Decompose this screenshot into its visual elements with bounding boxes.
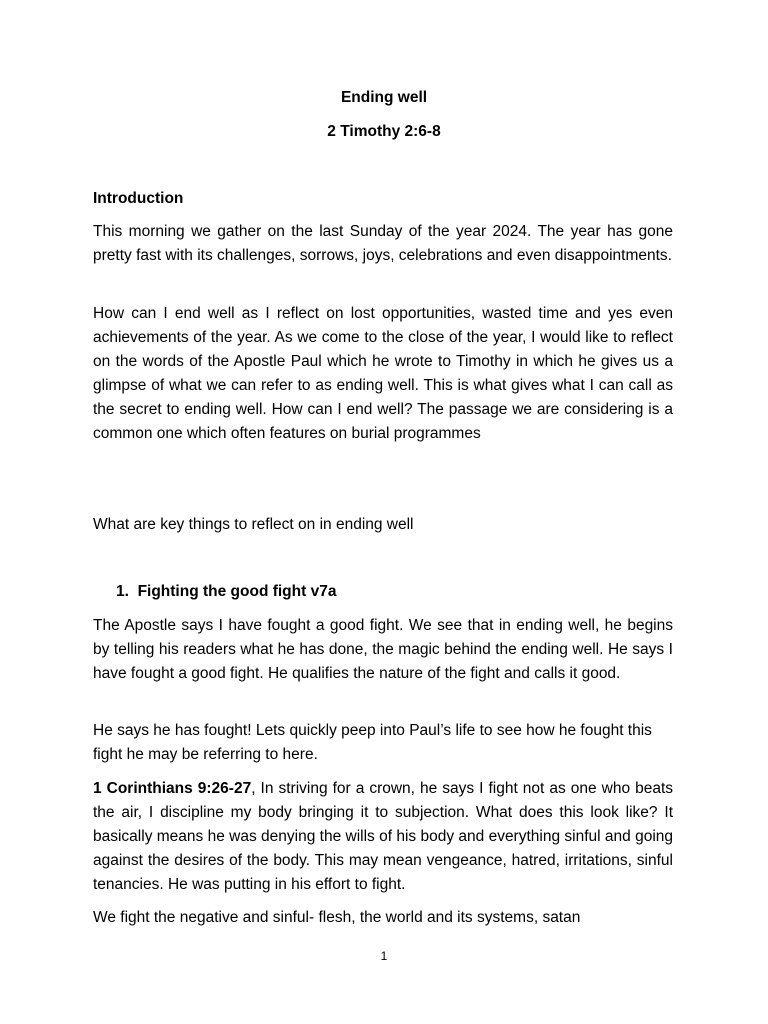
paragraph-fought: He says he has fought! Lets quickly peep into Paul’s life to see how he fought this fight he may be referring to here. xyxy=(93,722,652,763)
paragraph-corinthians xyxy=(93,777,673,897)
intro-paragraph-1: This morning we gather on the last Sunday of the year 2024. The year has gone pretty fast with its challenges, sorrows, joys, celebrations and even disappointments. xyxy=(93,223,673,264)
paragraph-fight-negative: We fight the negative and sinful- flesh, the world and its systems, satan xyxy=(93,909,581,926)
corinthians-text: , In striving for a crown, he says I fight not as one who beats the air, I discipline my body bringing it to subjection. What does this look like? It basically means he was denying the wills of his body and everything sinful and going against the desires of the body. This may mean vengeance, hatred, irritations, sinful tenancies. He was putting in his effort to fight. xyxy=(93,780,673,893)
intro-paragraph-2: How can I end well as I reflect on lost opportunities, wasted time and yes even achievements of the year. As we come to the close of the year, I would like to reflect on the words of the Apostle Paul which he wrote to Timothy in which he gives us a glimpse of what we can refer to as ending well. This is what gives what I can call as the secret to ending well. How can I end well? The passage we are considering is a common one which often features on burial programmes xyxy=(93,305,673,442)
page-number: 1 xyxy=(380,949,388,963)
list-item-label: Fighting the good fight v7a xyxy=(137,583,337,600)
document-subtitle: 2 Timothy 2:6-8 xyxy=(327,123,441,140)
key-question: What are key things to reflect on in ending well xyxy=(93,516,414,533)
paragraph-fighting: The Apostle says I have fought a good fight. We see that in ending well, he begins by telling his readers what he has done, the magic behind the ending well. He says I have fought a good fight. He qualifies the nature of the fight and calls it good. xyxy=(93,617,673,682)
scripture-reference: 1 Corinthians 9:26-27 xyxy=(93,780,252,797)
list-number: 1. xyxy=(116,583,129,600)
list-item-1 xyxy=(116,580,336,604)
intro-heading: Introduction xyxy=(93,190,184,207)
document-title: Ending well xyxy=(340,89,428,106)
